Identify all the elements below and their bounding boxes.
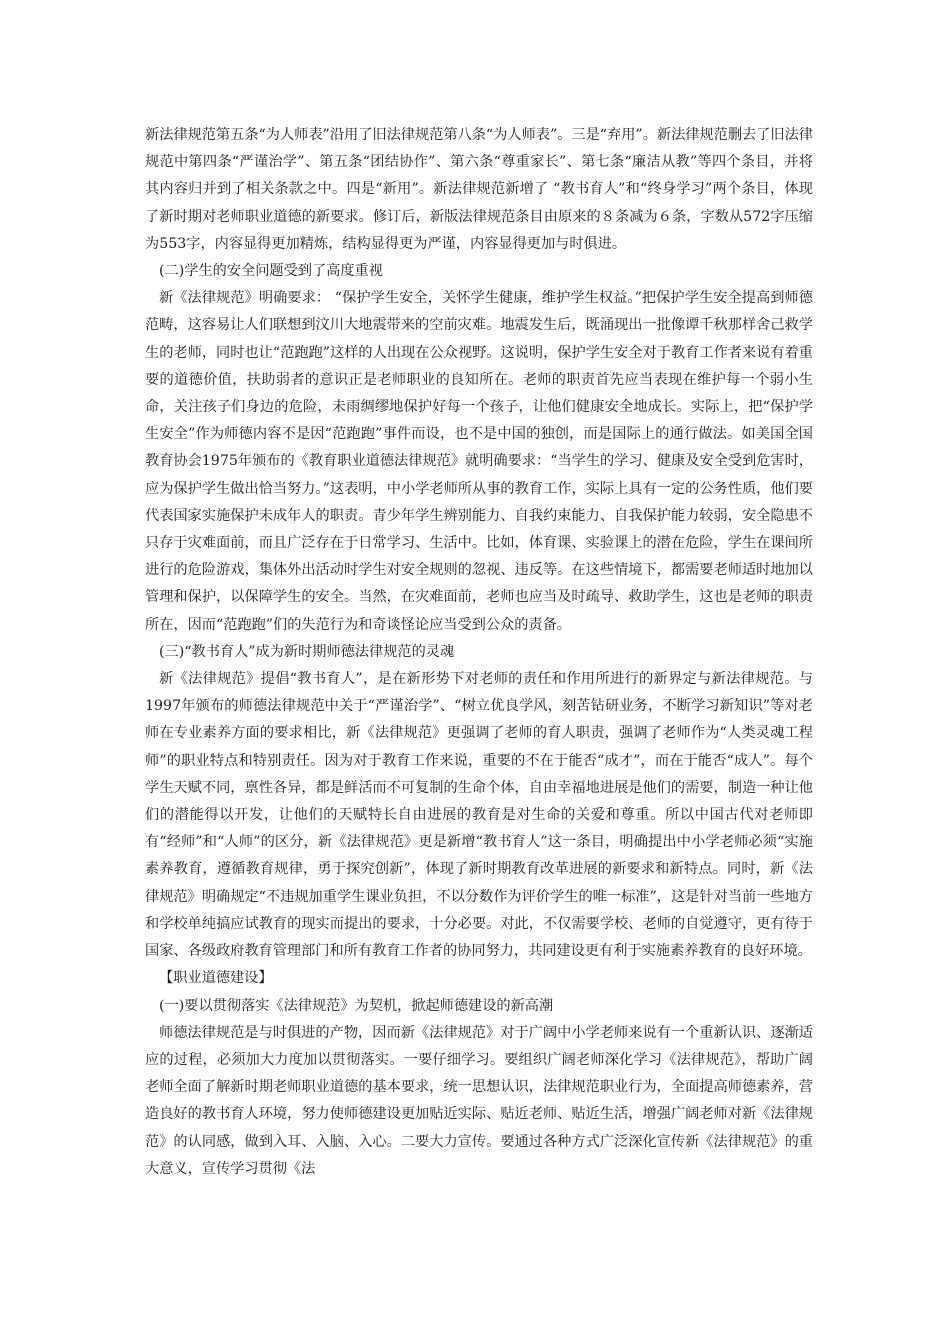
- paragraph-teaching-educating: 新《法律规范》提倡“教书育人”，是在新形势下对老师的责任和作用所进行的新界定与新法律规范。与1997年颁布的师德法律规范中关于“严谨治学”、“树立优良学风，刻苦钻研业务，不断学习新知识”等对老师在专业素养方面的要求相比，新《法律规范》更强调了老师的育人职责，强调了老师作为“人类灵魂工程师”的职业特点和特别责任。因为对于教育工作来说，重要的不在于能否“成才”，而在于能否“成人”。每个学生天赋不同，禀性各异，都是鲜活而不可复制的生命个体，自由幸福地进展是他们的需要，制造一种让他们的潜能得以开发，让他们的天赋特长自由进展的教育是对生命的关爱和尊重。所以中国古代对老师即有“经师”和“人师”的区分，新《法律规范》更是新增“教书育人”这一条目，明确提出中小学老师必须“实施素养教育，遵循教育规律，勇于探究创新”，体现了新时期教育改革进展的新要求和新特点。同时，新《法律规范》明确规定“不违规加重学生课业负担，不以分数作为评价学生的唯一标准”，这是针对当前一些地方和学校单纯搞应试教育的现实而提出的要求，十分必要。对此，不仅需要学校、老师的自觉遵守，更有待于国家、各级政府教育管理部门和所有教育工作者的协同努力，共同建设更有利于实施素养教育的良好环境。: [145, 671, 813, 960]
- paragraph-implementation: 师德法律规范是与时俱进的产物，因而新《法律规范》对于广阔中小学老师来说有一个重新认识、逐渐适应的过程，必须加大力度加以贯彻落实。一要仔细学习。要组织广阔老师深化学习《法律规范》，帮助广阔老师全面了解新时期老师职业道德的基本要求，统一思想认识，法律规范职业行为，全面提高师德素养，营造良好的教书育人环境，努力使师德建设更加贴近实际、贴近老师、贴近生活，增强广阔老师对新《法律规范》的认同感，做到入耳、入脑、入心。二要大力宣传。要通过各种方式广泛深化宣传新《法律规范》的重大意义，宣传学习贯彻《法: [145, 1024, 813, 1177]
- document-body: [145, 122, 813, 1183]
- paragraph-student-safety: 新《法律规范》明确要求： “保护学生安全，关怀学生健康，维护学生权益。”把保护学生安全提高到师德范畴，这容易让人们联想到汶川大地震带来的空前灾难。地震发生后，既涌现出一批像谭千秋那样舍己救学生的老师，同时也让“范跑跑”这样的人出现在公众视野。这说明，保护学生安全对于教育工作者来说有着重要的道德价值，扶助弱者的意识正是老师职业的良知所在。老师的职责首先应当表现在维护每一个弱小生命，关注孩子们身边的危险，未雨绸缪地保护好每一个孩子，让他们健康安全地成长。实际上，把“保护学生安全”作为师德内容不是因“范跑跑”事件而设，也不是中国的独创，而是国际上的通行做法。如美国全国教育协会1975年颁布的《教育职业道德法律规范》就明确要求：“当学生的学习、健康及安全受到危害时，应为保护学生做出恰当努力。”这表明，中小学老师所从事的教育工作，实际上具有一定的公务性质，他们要代表国家实施保护未成年人的职责。青少年学生辨别能力、自我约束能力、自我保护能力较弱，安全隐患不只存于灾难面前，而且广泛存在于日常学习、生活中。比如，体育课、实验课上的潜在危险，学生在课间所进行的危险游戏，集体外出活动时学生对安全规则的忽视、违反等。在这些情境下，都需要老师适时地加以管理和保护，以保障学生的安全。当然，在灾难面前，老师也应当及时疏导、救助学生，这也是老师的职责所在，因而“范跑跑”们的失范行为和奇谈怪论应当受到公众的责备。: [145, 290, 813, 633]
- section-heading-student-safety: (二)学生的安全问题受到了高度重视: [159, 263, 383, 280]
- section-heading-teaching-educating: (三)“教书育人”成为新时期师德法律规范的灵魂: [159, 643, 455, 660]
- subsection-heading-implementation: (一)要以贯彻落实《法律规范》为契机，掀起师德建设的新高潮: [159, 997, 554, 1014]
- paragraph-intro: 新法律规范第五条“为人师表”沿用了旧法律规范第八条“为人师表”。三是“弃用”。新法律规范删去了旧法律规范中第四条“严谨治学”、第五条“团结协作”、第六条“尊重家长”、第七条“廉洁从教”等四个条目，并将其内容归并到了相关条款之中。四是“新用”。新法律规范新增了 “教书育人”和“终身学习”两个条目，体现了新时期对老师职业道德的新要求。修订后，新版法律规范条目由原来的８条减为６条，字数从572字压缩为553字，内容显得更加精炼，结构显得更为严谨，内容显得更加与时俱进。: [145, 127, 813, 252]
- section-heading-professional-ethics: 【职业道德建设】: [159, 970, 273, 987]
